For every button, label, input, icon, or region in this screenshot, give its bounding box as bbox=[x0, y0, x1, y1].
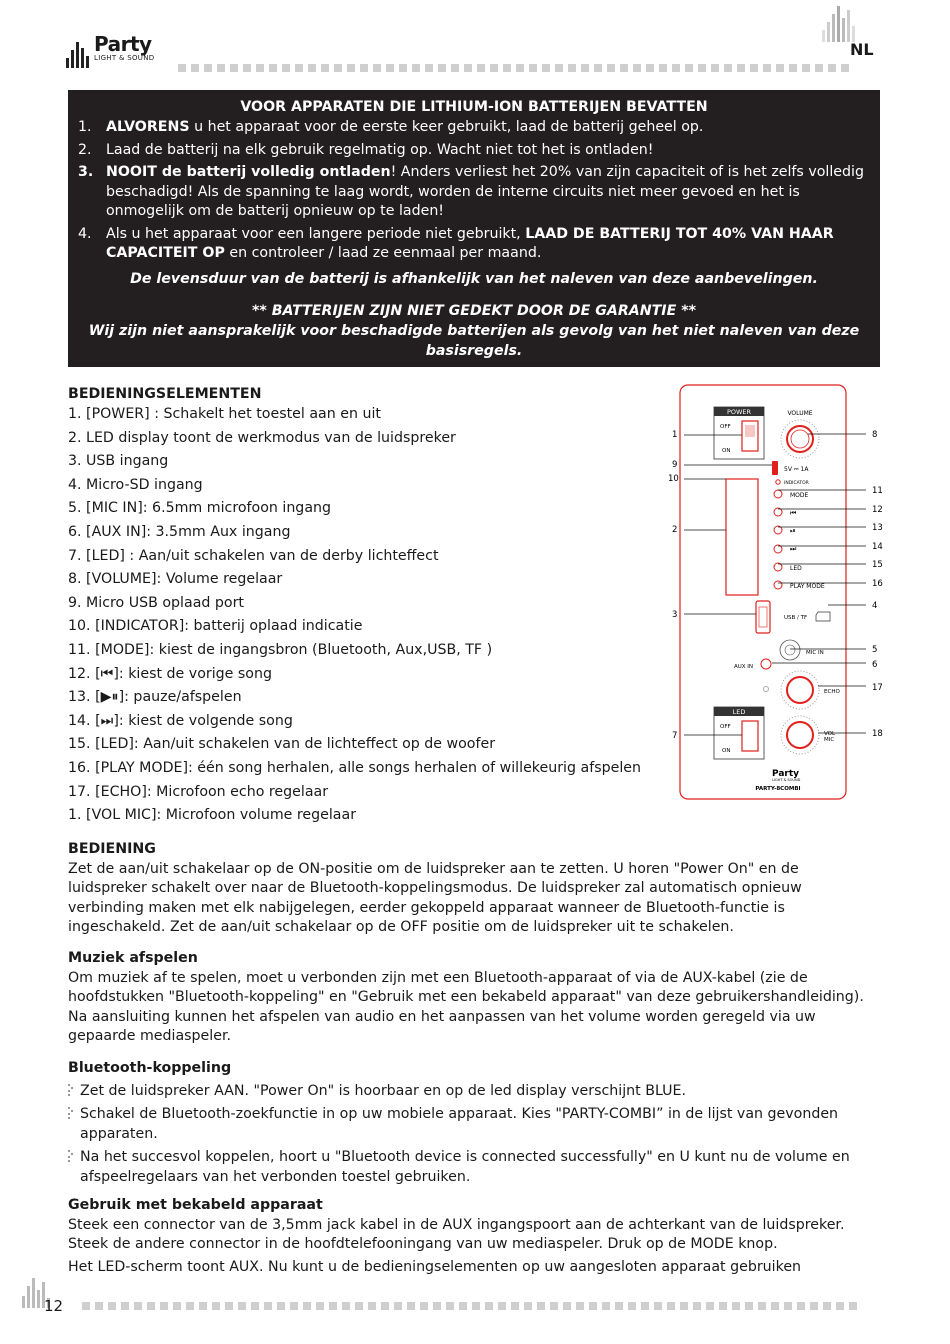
led-label: LED bbox=[790, 565, 802, 572]
header-divider bbox=[178, 64, 849, 73]
controls-item: 2. LED display toont de werkmodus van de luidspreker bbox=[68, 429, 456, 446]
controls-item: 13. [▶⏸]: pauze/afspelen bbox=[68, 689, 242, 706]
brand-name: Party bbox=[94, 32, 152, 56]
callout-8: 8 bbox=[872, 430, 878, 440]
muziek-text: Om muziek af te spelen, moet u verbonden zijn met een Bluetooth-apparaat of via de AUX-kabel (zie de hoofdstukken "Bluetooth-koppeling" en "Gebruik met een bekabeld apparaat" van deze gebruikershandleiding). Na aansluiting kunnen het afspelen van audio en het aanpassen van het volume worden geregeld via uw gepaarde mediaspeler. bbox=[68, 969, 864, 1044]
callout-1: 1 bbox=[672, 430, 678, 440]
controls-list bbox=[68, 403, 641, 828]
callout-4: 4 bbox=[872, 601, 878, 611]
volume-label: VOLUME bbox=[787, 410, 813, 417]
mode-label: MODE bbox=[790, 492, 809, 499]
led-off-label: OFF bbox=[720, 724, 731, 730]
bullet-icon bbox=[68, 1107, 74, 1121]
speaker-panel-diagram bbox=[668, 383, 890, 803]
controls-item: 14. [⏭]: kiest de volgende song bbox=[68, 712, 293, 729]
bluetooth-bullet: Schakel de Bluetooth-zoekfunctie in op uw mobiele apparaat. Kies "PARTY-COMBI” in de lijst van gevonden apparaten. bbox=[68, 1105, 880, 1144]
vol-mic-label-2: MIC bbox=[824, 737, 835, 743]
panel-brand-sub: LIGHT & SOUND bbox=[772, 778, 801, 782]
bekabeld-heading: Gebruik met bekabeld apparaat bbox=[68, 1197, 323, 1213]
controls-item: 17. [ECHO]: Microfoon echo regelaar bbox=[68, 783, 329, 800]
bekabeld-text-1: Steek een connector van de 3,5mm jack kabel in de AUX ingangspoort aan de achterkant van de luidspreker. Steek de andere connector in de hoofdtelefooningang van uw mediaspeler. Druk op de MODE knop. bbox=[68, 1216, 845, 1252]
callout-7: 7 bbox=[672, 731, 678, 741]
power-label: POWER bbox=[726, 408, 752, 416]
controls-item: 6. [AUX IN]: 3.5mm Aux ingang bbox=[68, 523, 291, 540]
controls-item: 15. [LED]: Aan/uit schakelen van de lichteffect op de woofer bbox=[68, 736, 496, 753]
indicator-label: INDICATOR bbox=[784, 481, 809, 486]
controls-item: 1. [POWER] : Schakelt het toestel aan en uit bbox=[68, 406, 381, 422]
warning-title: VOOR APPARATEN DIE LITHIUM-ION BATTERIJEN BEVATTEN bbox=[240, 99, 708, 115]
callout-13: 13 bbox=[872, 523, 883, 533]
echo-label: ECHO bbox=[824, 689, 840, 695]
warning-item: 3. NOOIT de batterij volledig ontladen! Anders verliest het 20% van zijn capaciteit of is het zelfs volledig beschadigd! Als de spanning te laag wordt, worden de interne circuits niet meer gevoed en het is onmogelijk om de batterij opnieuw op te laden! bbox=[78, 164, 864, 219]
bekabeld-text-2: Het LED-scherm toont AUX. Nu kunt u de bedieningselementen op uw aangesloten apparaat gebruiken bbox=[68, 1258, 802, 1275]
callout-17: 17 bbox=[872, 683, 883, 693]
callout-18: 18 bbox=[872, 729, 883, 739]
callout-14: 14 bbox=[872, 542, 883, 552]
brand-logo bbox=[66, 28, 176, 68]
play-mode-label: PLAY MODE bbox=[790, 583, 825, 590]
bluetooth-heading: Bluetooth-koppeling bbox=[68, 1060, 232, 1076]
callout-9: 9 bbox=[672, 460, 678, 470]
led-switch-label: LED bbox=[732, 708, 746, 716]
next-icon: ⏭ bbox=[790, 545, 797, 553]
warning-list bbox=[78, 118, 868, 267]
bediening-text: Zet de aan/uit schakelaar op de ON-positie om de luidspreker aan te zetten. U horen "Power On" en de luidspreker schakelt over naar de Bluetooth-koppelingsmodus. De luidspreker zal automatisch opnieuw verbinding maken met elk nabijgelegen, eerder gekoppeld apparaat wanneer de Bluetooth-functie is ingeschakeld. Zet de aan/uit schakelaar op de OFF positie om de luidspreker uit te schakelen. bbox=[68, 860, 802, 935]
bekabeld-section bbox=[68, 1196, 880, 1277]
play-pause-icon: ⏯ bbox=[790, 527, 796, 535]
panel-brand: Party bbox=[772, 769, 800, 779]
bluetooth-section bbox=[68, 1059, 880, 1191]
controls-section bbox=[68, 385, 641, 828]
warning-item: 2. Laad de batterij na elk gebruik regelmatig op. Wacht niet tot het is ontladen! bbox=[78, 141, 654, 158]
callout-15: 15 bbox=[872, 560, 883, 570]
prev-icon: ⏮ bbox=[790, 509, 797, 517]
controls-item: 12. [⏮]: kiest de vorige song bbox=[68, 665, 272, 682]
battery-warning-box bbox=[68, 90, 880, 367]
bluetooth-bullet: Na het succesvol koppelen, hoort u "Bluetooth device is connected successfully" en U kunt nu de volume en afspeelregelaars van het verbonden toestel gebruiken. bbox=[68, 1148, 880, 1187]
controls-item: 10. [INDICATOR]: batterij oplaad indicatie bbox=[68, 618, 363, 635]
language-label: NL bbox=[850, 40, 874, 59]
warning-guarantee: ** BATTERIJEN ZIJN NIET GEDEKT DOOR DE GARANTIE ** bbox=[251, 303, 697, 319]
bluetooth-bullet: Zet de luidspreker AAN. "Power On" is hoorbaar en op de led display verschijnt BLUE. bbox=[68, 1082, 880, 1102]
controls-item: 7. [LED] : Aan/uit schakelen van de derby lichteffect bbox=[68, 547, 439, 564]
bediening-section bbox=[68, 840, 880, 938]
callout-12: 12 bbox=[872, 505, 883, 515]
aux-in-label: AUX IN bbox=[734, 664, 754, 670]
controls-item: 16. [PLAY MODE]: één song herhalen, alle songs herhalen of willekeurig afspelen bbox=[68, 759, 641, 776]
muziek-heading: Muziek afspelen bbox=[68, 950, 198, 966]
controls-item: 11. [MODE]: kiest de ingangsbron (Bluetooth, Aux,USB, TF ) bbox=[68, 641, 493, 658]
bediening-heading: BEDIENING bbox=[68, 841, 156, 857]
panel-button bbox=[774, 581, 782, 589]
controls-item: 8. [VOLUME]: Volume regelaar bbox=[68, 571, 283, 588]
charge-label: 5V ⎓ 1A bbox=[784, 466, 809, 473]
controls-item: 4. Micro-SD ingang bbox=[68, 476, 203, 493]
callout-5: 5 bbox=[872, 645, 878, 655]
mic-in-label: MIC IN bbox=[806, 650, 824, 656]
bullet-icon bbox=[68, 1084, 74, 1098]
panel-model: PARTY-8COMBI bbox=[755, 786, 801, 792]
warning-liability: Wij zijn niet aansprakelijk voor beschadigde batterijen als gevolg van het niet naleven van deze basisregels. bbox=[88, 323, 860, 359]
power-on-label: ON bbox=[722, 448, 731, 454]
warning-item: 1. ALVORENS u het apparaat voor de eerste keer gebruikt, laad de batterij geheel op. bbox=[78, 119, 704, 135]
warning-lifetime: De levensduur van de batterij is afhankelijk van het naleven van deze aanbevelingen. bbox=[130, 271, 818, 287]
power-off-label: OFF bbox=[720, 424, 731, 430]
controls-item: 3. USB ingang bbox=[68, 453, 169, 470]
controls-heading: BEDIENINGSELEMENTEN bbox=[68, 386, 262, 402]
callout-11: 11 bbox=[872, 486, 883, 496]
callout-2: 2 bbox=[672, 525, 678, 535]
controls-item: 1. [VOL MIC]: Microfoon volume regelaar bbox=[68, 807, 357, 824]
usb-tf-label: USB / TF bbox=[784, 615, 808, 621]
callout-16: 16 bbox=[872, 579, 883, 589]
bullet-icon bbox=[68, 1150, 74, 1164]
vol-mic-label-1: VOL bbox=[824, 731, 836, 737]
controls-item: 9. Micro USB oplaad port bbox=[68, 594, 244, 611]
page-number: 12 bbox=[44, 1297, 64, 1315]
warning-item: 4. Als u het apparaat voor een langere periode niet gebruikt, LAAD DE BATTERIJ TOT 40% VAN HAAR CAPACITEIT OP en controleer / laad ze eenmaal per maand. bbox=[78, 225, 834, 261]
panel-button bbox=[774, 490, 782, 498]
callout-3: 3 bbox=[672, 610, 678, 620]
brand-sub: LIGHT & SOUND bbox=[94, 54, 155, 62]
muziek-section bbox=[68, 949, 880, 1047]
callout-6: 6 bbox=[872, 660, 878, 670]
language-bars-icon bbox=[822, 2, 882, 42]
controls-item: 5. [MIC IN]: 6.5mm microfoon ingang bbox=[68, 500, 332, 517]
footer-divider bbox=[82, 1302, 857, 1311]
led-on-label: ON bbox=[722, 748, 731, 754]
callout-10: 10 bbox=[668, 474, 679, 484]
